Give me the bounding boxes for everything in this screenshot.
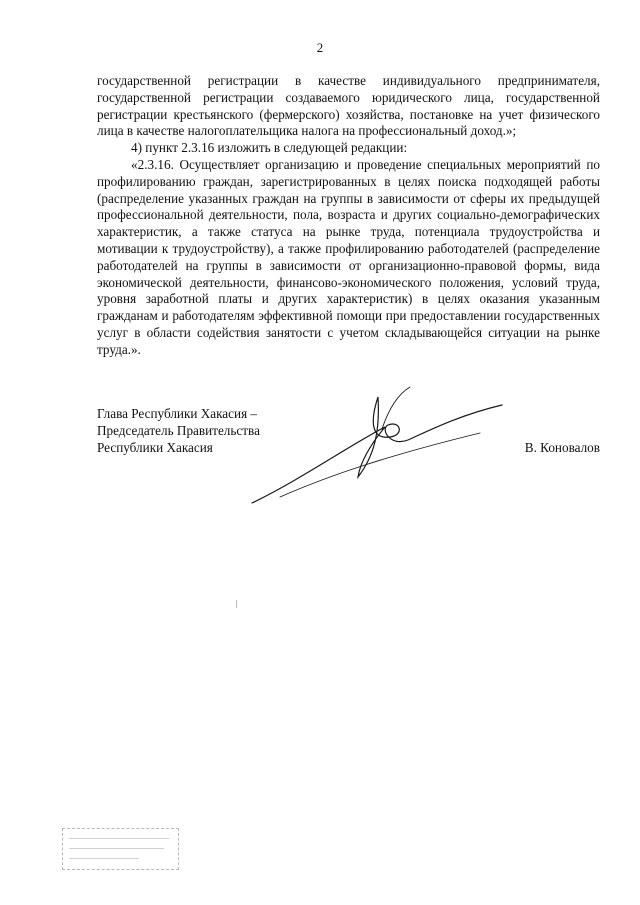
signer-name: В. Коновалов	[524, 440, 600, 455]
signatory-title-line: Глава Республики Хакасия –	[97, 406, 258, 421]
scan-mark	[236, 600, 237, 608]
stamp-line	[69, 858, 139, 859]
paragraph-clause-2-3-16: «2.3.16. Осуществляет организацию и проведение специальных мероприятий по профилированию граждан, зарегистрированных в целях поиска подходящей работы (распределение указанных граждан на группы в зависимости от сферы их предыдущей профессиональной деятельности, пола, возраста и других социально-демографических характеристик, а также статуса на рынке труда, потенциала трудоустройства и мотивации к трудоустройству), а также профилированию работодателей (распределение работодателей на группы в зависимости от организационно-правовой формы, вида экономической деятельности, финансово-экономического положения, условий труда, уровня заработной платы и других характеристик) в целях оказания указанным гражданам и работодателям эффективной помощи при предоставлении государственных услуг в области содействия занятости с учетом складывающейся ситуации на рынке труда.».	[97, 156, 600, 357]
paragraph-continuation: государственной регистрации в качестве индивидуального предпринимателя, государственной регистрации создаваемого юридического лица, государственной регистрации крестьянского (фермерского) хозяйства, постановке на учет физического лица в качестве налогоплательщика налога на профессиональный доход.»;	[97, 73, 600, 139]
page-number: 2	[316, 40, 324, 55]
signatory-title-line: Председатель Правительства	[97, 422, 260, 438]
stamp-line	[69, 848, 164, 849]
faint-stamp	[62, 828, 179, 870]
handwritten-signature	[240, 385, 540, 525]
paragraph-item-4: 4) пункт 2.3.16 изложить в следующей редакции:	[131, 140, 408, 156]
signatory-title-line: Республики Хакасия	[97, 439, 213, 455]
signatory-title	[97, 406, 260, 456]
stamp-line	[69, 838, 169, 839]
document-body	[97, 73, 600, 359]
